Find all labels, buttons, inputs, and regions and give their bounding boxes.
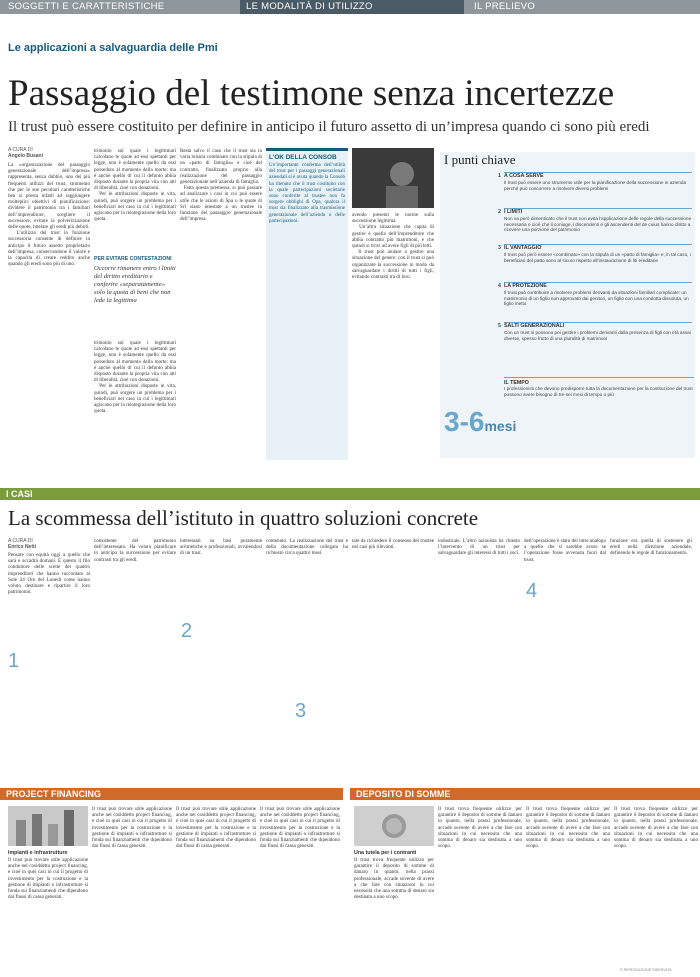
casi-column-6: industriale. L’altro azionista ha chiesto l’intervento di un trust per salvaguardare gli interessi di tutti i soci. <box>438 538 522 557</box>
key-point-2 <box>498 208 692 233</box>
tempo-unit: mesi <box>484 418 517 434</box>
pf-col-4: Il trust può trovare utile applicazione anche nel cosiddetto project financing, e cioè in quei casi in cui il progetto di investimento per la costruzione e la gestione di impianti o infrastrutture si fonda sui finanziamenti che dipendono dai flussi di cassa generati. <box>260 806 342 850</box>
author-name: Angelo Busani <box>8 153 44 159</box>
key-point-1 <box>498 172 692 191</box>
pf-bar <box>0 788 343 800</box>
casi-label: I CASI <box>6 489 33 499</box>
key-point-3 <box>498 244 692 263</box>
key-point-title: LA PROTEZIONE <box>504 283 547 289</box>
consob-box <box>266 148 348 460</box>
nav-item-soggetti[interactable]: SOGGETTI E CARATTERISTICHE <box>8 1 165 12</box>
casi-bar <box>0 488 700 500</box>
casi-author-name: Enrico Netti <box>8 544 37 550</box>
casi-column-4: contenuto. La realizzazione del trust e della documentazione collegata ha richiesto circa quattro mesi. <box>266 538 350 557</box>
key-point-title: SALTI GENERAZIONALI <box>504 323 565 329</box>
credit: © RIPRODUZIONE RISERVATA <box>620 968 672 972</box>
ds-text: Il trust trova frequente utilizzo per garantire il deposito di somme di danaro in quanto, nella prassi professionale, accade sovente di avere a che fare con situazioni in cui necessita che una somma di denaro sia destinata a uno scopo. <box>354 857 436 901</box>
ds-col-4: Il trust trova frequente utilizzo per garantire il deposito di somme di danaro in quanto, nella prassi professionale, accade sovente di avere a che fare con situazioni in cui necessita che una somma di denaro sia destinata a uno scopo. <box>614 806 700 850</box>
key-point-5 <box>498 322 692 341</box>
casi-author-label: A CURA DI <box>8 538 33 544</box>
case-number-3: 3 <box>295 700 307 722</box>
pf-label: PROJECT FINANCING <box>6 789 102 799</box>
pf-subtitle: Impianti e infrastrutture <box>8 850 68 856</box>
case-number-4: 4 <box>526 580 538 602</box>
consob-title: L’OK DELLA CONSOB <box>269 154 337 161</box>
pull-quote-text: Occorre rimanere entro i limiti del diritto ereditario e conferire «separatamente» solo la quota di beni che non lede la legittima <box>94 265 176 304</box>
subheadline: Il trust può essere costituito per definire in anticipo il futuro assetto di un’impresa quando ci sono più eredi <box>8 119 650 135</box>
key-point-text: Con un trust si possono poi gestire i problemi derivanti dalla presenza di figli con età assai diverse, spesso frutto di una pluralità di matrimoni <box>504 330 691 341</box>
tempo-box <box>504 377 694 397</box>
tempo-text: I professionisti che devono predisporre tutta la documentazione per la costituzione del trust possono avere bisogno di tre-sei mesi di tempo o più <box>504 386 693 397</box>
article-column-2: trimonio sul quale i legittimari calcolano le quote ad essi spettanti per legge, non è solamente quello da essi posseduto al momento della morte: ma è anche quello di cui il defunto abbia disposto durante la propria vita con atti di liberalità, cioè con donazioni. Per le attribuzioni disposte in vita, quindi, può sorgere un problema per i beneficiari nel caso in cui i legittimari agiscano per la reintegrazione della loro quota. <box>94 148 176 223</box>
casi-column-3: interessati su basi puramente aritmetiche e professionali, avvalendosi di un trust. <box>180 538 264 557</box>
key-point-number: 1 <box>498 173 501 179</box>
key-point-text: Il trust può contribuire a risolvere problemi derivanti da situazioni familiari complicate: un matrimonio di un figlio non approvato dai genitori, un figlio con una condotta dissoluta, un figlio inetto <box>504 290 689 307</box>
tempo-number: 3-6 <box>444 406 485 437</box>
ds-text-block <box>354 850 434 967</box>
casi-column-5: tale da richiedere il consenso del trustee nei casi più rilevanti. <box>352 538 436 551</box>
article-column-1: La «organizzazione del passaggio generazionale dell’impresa» rappresenta, senza dubbio, uno dei più frequenti utilizzi del trust, strumento che per le sue peculiari caratteristiche ben si presta infatti ad raggiungere molteplici obiettivi di pianificazione: dividere il patrimonio tra i familiari dell’imprenditore, scegliere il successore, evitare la polverizzazione delle quote, tutelare gli eredi più deboli. L’utilizzo del trust in funzione successoria consente di definire in anticipo il futuro assetto proprietario dell’impresa, conservandone il valore e la capacità di creare reddito anche quando gli eredi sono più di uno. <box>8 162 90 268</box>
photo-image <box>352 148 434 208</box>
nav-item-modalita[interactable]: LE MODALITÀ DI UTILIZZO <box>240 0 464 14</box>
key-points-title: I punti chiave <box>444 152 516 167</box>
casi-column-1: Pensare con equità oggi a quello che sarà e accadrà domani. È questo il filo conduttore delle scelte dei quattro imprenditori che hanno raccontato al Sole 24 Ore del Lunedì come hanno voluto destinare e ripartire il loro patrimonio. <box>8 552 92 596</box>
case-number-2: 2 <box>181 620 193 642</box>
casi-column-2: consistente del patrimonio dell’interessato. Ha voluto pianificare in anticipo la successione per evitare contrasti tra gli eredi. <box>94 538 178 563</box>
key-points-box <box>440 152 695 458</box>
key-point-title: I LIMITI <box>504 209 523 215</box>
author-label: A CURA DI <box>8 147 33 153</box>
key-point-number: 4 <box>498 283 501 289</box>
tempo-big-number <box>444 406 516 438</box>
pf-image <box>8 806 88 846</box>
key-point-number: 2 <box>498 209 501 215</box>
key-point-number: 5 <box>498 323 501 329</box>
casi-headline: La scommessa dell’istituto in quattro soluzioni concrete <box>8 506 479 530</box>
casi-column-8: funzione era quella di sostenere gli eredi nella direzione aziendale, definendo le regole di funzionamento. <box>610 538 694 557</box>
key-point-title: IL VANTAGGIO <box>504 245 542 251</box>
consob-text: Un’importante conferma dell’utilità del trust per i passaggi generazionali aziendali si è avuta quando la Consob ha ritenuto che il trust costituito con la quale partecipazioni societarie sono conferite al trustee non fa sorgere obblighi di Opa, qualora il trust sia finalizzato alla trasmissione generazionale dell’azienda o delle partecipazioni. <box>269 163 347 224</box>
key-point-4 <box>498 282 692 307</box>
key-point-text: Non va però dimenticato che il trust non evita l’applicazione delle regole della successione necessaria e cioè che il coniuge, i discendenti e gli ascendenti del de cuius hanno diritto a ricevere una porzione del patrimonio <box>504 216 692 233</box>
ds-subtitle: Una tutela per i contranti <box>354 850 417 856</box>
ds-bar <box>350 788 700 800</box>
page-title: Passaggio del testimone senza incertezze <box>8 73 615 114</box>
nav-item-prelievo[interactable]: IL PRELIEVO <box>474 1 536 12</box>
section-title: Le applicazioni a salvaguardia delle Pmi <box>8 42 218 54</box>
key-point-text: Il trust può però essere «combinato» con la stipula di un «patto di famiglia» e, in tal caso, i beneficiari del patto sono al sicuro rispetto all’instaurazione di liti ereditarie <box>504 252 691 263</box>
key-point-title: A COSA SERVE <box>504 173 544 179</box>
pf-col-3: Il trust può trovare utile applicazione anche nel cosiddetto project financing, e cioè in quei casi in cui il progetto di investimento per la costruzione e la gestione di impianti o infrastrutture si fonda sui finanziamenti che dipendono dai flussi di cassa generati. <box>176 806 258 850</box>
article-column-5: avendo presenti le norme sulla successione legittima. Un’altra situazione che capita di gestire è quella dell’imprenditore che abbia contratto più matrimoni, e che quindi si trovi ad avere figli di più letti. Il trust può aiutare a gestire una situazione del genere: con il trust si può organizzare la successione in modo da salvaguardare i diritti di tutti i figli, evitando contrasti tra di loro. <box>352 212 435 281</box>
pull-quote-label: PER EVITARE CONTESTAZIONI <box>94 256 172 262</box>
ds-col-2: Il trust trova frequente utilizzo per garantire il deposito di somme di danaro in quanto, nella prassi professionale, accade sovente di avere a che fare con situazioni in cui necessita che una somma di denaro sia destinata a uno scopo. <box>438 806 524 850</box>
key-point-text: Il trust può essere uno strumento utile per la pianificazione della successione in azienda perché può concorrere a risolvere diversi problemi <box>504 180 687 191</box>
casi-column-7: dell’operazione è stato del tutto analogo a quello che si sarebbe avuto se l’operazione fosse avvenuta fuori dal trust. <box>524 538 608 563</box>
photo <box>352 148 434 208</box>
pf-text-block <box>8 850 88 967</box>
ds-col-3: Il trust trova frequente utilizzo per garantire il deposito di somme di danaro in quanto, nella prassi professionale, accade sovente di avere a che fare con situazioni in cui necessita che una somma di denaro sia destinata a uno scopo. <box>526 806 612 850</box>
article-column-3: Resta salvo il caso che il trust sia in varia misura combinato con la stipula di un «patto di famiglia» e cioè del contratto, finalizzato proprio alla realizzazione del passaggio generazionale nell’azienda di famiglia. Fatta questa premessa, si può passare ad analizzare i casi in cui può essere utile che le azioni di Spa o le quote di Srl siano intestate a un trustee in funzione del passaggio generazionale dell’impresa. <box>180 148 263 223</box>
tempo-title: IL TEMPO <box>504 380 529 386</box>
pf-col-2: Il trust può trovare utile applicazione anche nel cosiddetto project financing, e cioè in quei casi in cui il progetto di investimento per la costruzione e la gestione di impianti o infrastrutture si fonda sui finanziamenti che dipendono dai flussi di cassa generati. <box>92 806 174 850</box>
ds-label: DEPOSITO DI SOMME <box>356 789 451 799</box>
pull-quote <box>94 256 176 336</box>
pf-text: Il trust può trovare utile applicazione anche nel cosiddetto project financing, e cioè in quei casi in cui il progetto di investimento per la costruzione e la gestione di impianti o infrastrutture si fonda sui finanziamenti che dipendono dai flussi di cassa generati. <box>8 857 90 901</box>
ds-image <box>354 806 434 846</box>
ds-illustration <box>354 806 434 846</box>
case-number-1: 1 <box>8 650 20 672</box>
top-nav <box>0 0 700 14</box>
pf-illustration <box>8 806 88 846</box>
key-point-number: 3 <box>498 245 501 251</box>
article-column-2b: trimonio sul quale i legittimari calcolano le quote ad essi spettanti per legge, non è solamente quello da essi posseduto al momento della morte: ma è anche quello di cui il defunto abbia disposto durante la propria vita con atti di liberalità, cioè con donazioni. Per le attribuzioni disposte in vita, quindi, può sorgere un problema per i beneficiari nel caso in cui i legittimari agiscano per la reintegrazione della loro quota. <box>94 340 176 415</box>
